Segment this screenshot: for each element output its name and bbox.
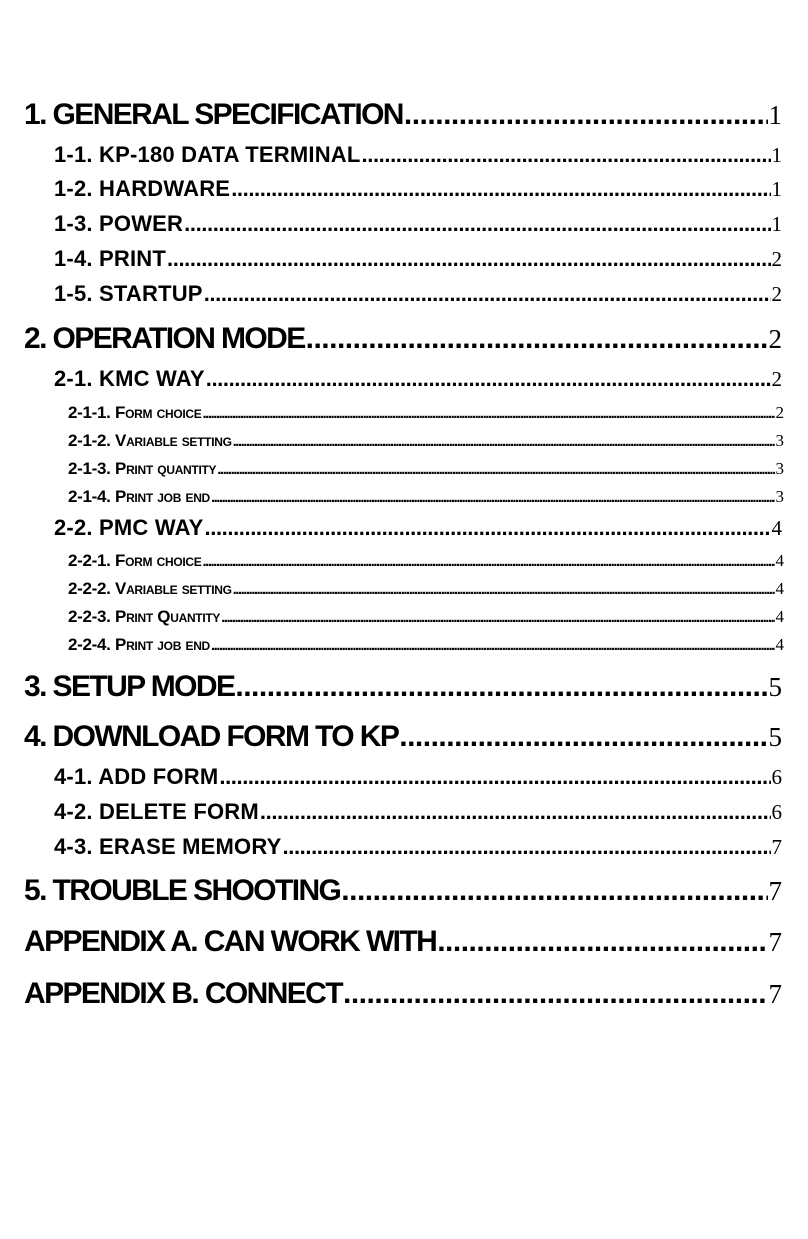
toc-entry-title: 3. SETUP MODE [24,670,235,703]
dot-leader [283,834,771,860]
toc-entry-page: 3 [775,431,784,450]
toc-entry-title: 2-2. PMC WAY [54,515,204,540]
toc-entry [68,487,784,511]
toc-entry-title: 2-2-1. Form choice [68,551,202,570]
toc-entry [24,720,782,760]
toc-entry [24,322,782,362]
toc-entry [68,551,784,575]
toc-entry-title: APPENDIX B. CONNECT [24,977,342,1010]
dot-leader [362,142,771,168]
toc-entry-title: 1-4. PRINT [54,246,167,271]
toc-entry [68,431,784,455]
dot-leader [206,366,771,392]
dot-leader [204,281,771,307]
toc-entry-page: 4 [775,551,784,570]
dot-leader [219,764,770,790]
toc-entry-title: 2-1-4. Print job end [68,487,210,506]
toc-entry-title: 2-1. KMC WAY [54,366,205,391]
toc-entry-page: 4 [775,635,784,654]
toc-entry [54,281,782,311]
toc-entry-page: 6 [771,800,782,824]
dot-leader [233,581,775,598]
toc-entry-page: 1 [771,143,782,167]
toc-entry [54,764,782,794]
toc-entry-title: 1-1. KP-180 DATA TERMINAL [54,142,361,167]
toc-entry-title: 2. OPERATION MODE [24,322,305,355]
toc-entry-title: 4. DOWNLOAD FORM TO KP [24,720,399,753]
toc-entry-page: 1 [771,177,782,201]
toc-entry-page: 7 [768,876,782,906]
dot-leader [211,637,775,654]
toc-entry [24,874,782,914]
toc-entry [68,403,784,427]
dot-leader [233,433,775,450]
toc-entry [68,579,784,603]
toc-entry-title: 1-3. POWER [54,211,184,236]
toc-entry-title: 4-1. ADD FORM [54,764,219,789]
dot-leader [203,553,775,570]
toc-entry [54,515,782,545]
toc-entry [68,459,784,483]
toc-entry-page: 7 [768,979,782,1009]
toc-entry-page: 2 [771,367,782,391]
toc-entry [24,670,782,710]
dot-leader [260,799,771,825]
toc-entry-title: 2-2-2. Variable setting [68,579,232,598]
dot-leader [184,211,770,237]
toc-entry [54,366,782,396]
toc-entry-page: 2 [768,324,782,354]
dot-leader [203,405,775,422]
toc-entry-page: 2 [771,247,782,271]
toc-entry-title: 2-2-3. Print Quantity [68,607,221,626]
toc-entry-page: 6 [771,765,782,789]
toc-entry-page: 2 [771,282,782,306]
toc-entry-page: 5 [768,722,782,752]
toc-entry [54,246,782,276]
toc-entry [54,799,782,829]
dot-leader [211,489,775,506]
dot-leader [217,461,774,478]
toc-entry-title: 2-1-2. Variable setting [68,431,232,450]
toc-entry-page: 7 [771,835,782,859]
toc-entry-title: APPENDIX A. CAN WORK WITH [24,925,437,958]
toc-entry-title: 5. TROUBLE SHOOTING [24,874,341,907]
toc-entry-title: 1-2. HARDWARE [54,176,231,201]
toc-entry [54,176,782,206]
dot-leader [231,176,770,202]
dot-leader [306,322,768,356]
toc-entry-page: 3 [775,487,784,506]
toc-entry [54,211,782,241]
toc-entry [24,977,782,1017]
toc-entry-title: 4-2. DELETE FORM [54,799,259,824]
toc-entry-page: 4 [771,516,782,540]
dot-leader [167,246,770,272]
toc-entry-title: 2-1-3. Print quantity [68,459,217,478]
toc-entry-page: 7 [768,927,782,957]
toc-entry-page: 3 [775,459,784,478]
dot-leader [205,515,771,541]
toc-entry-page: 5 [768,672,782,702]
toc-entry-page: 2 [775,403,784,422]
dot-leader [235,670,767,704]
toc-entry-title: 2-1-1. Form choice [68,403,202,422]
toc-entry-title: 1-5. STARTUP [54,281,203,306]
dot-leader [437,925,767,959]
toc-entry-title: 1. GENERAL SPECIFICATION [24,98,403,131]
toc-entry-title: 2-2-4. Print job end [68,635,210,654]
toc-entry-page: 4 [775,579,784,598]
toc-entry [24,98,782,138]
toc-entry [68,607,784,631]
toc-entry [24,925,782,965]
dot-leader [341,874,767,908]
toc-entry-page: 4 [775,607,784,626]
toc-entry-page: 1 [768,100,782,130]
toc-entry [54,834,782,864]
toc-entry-title: 4-3. ERASE MEMORY [54,834,282,859]
dot-leader [221,609,774,626]
toc-entry-page: 1 [771,212,782,236]
dot-leader [404,98,768,132]
toc-entry [68,635,784,659]
toc-entry [54,142,782,172]
dot-leader [399,720,767,754]
dot-leader [343,977,768,1011]
